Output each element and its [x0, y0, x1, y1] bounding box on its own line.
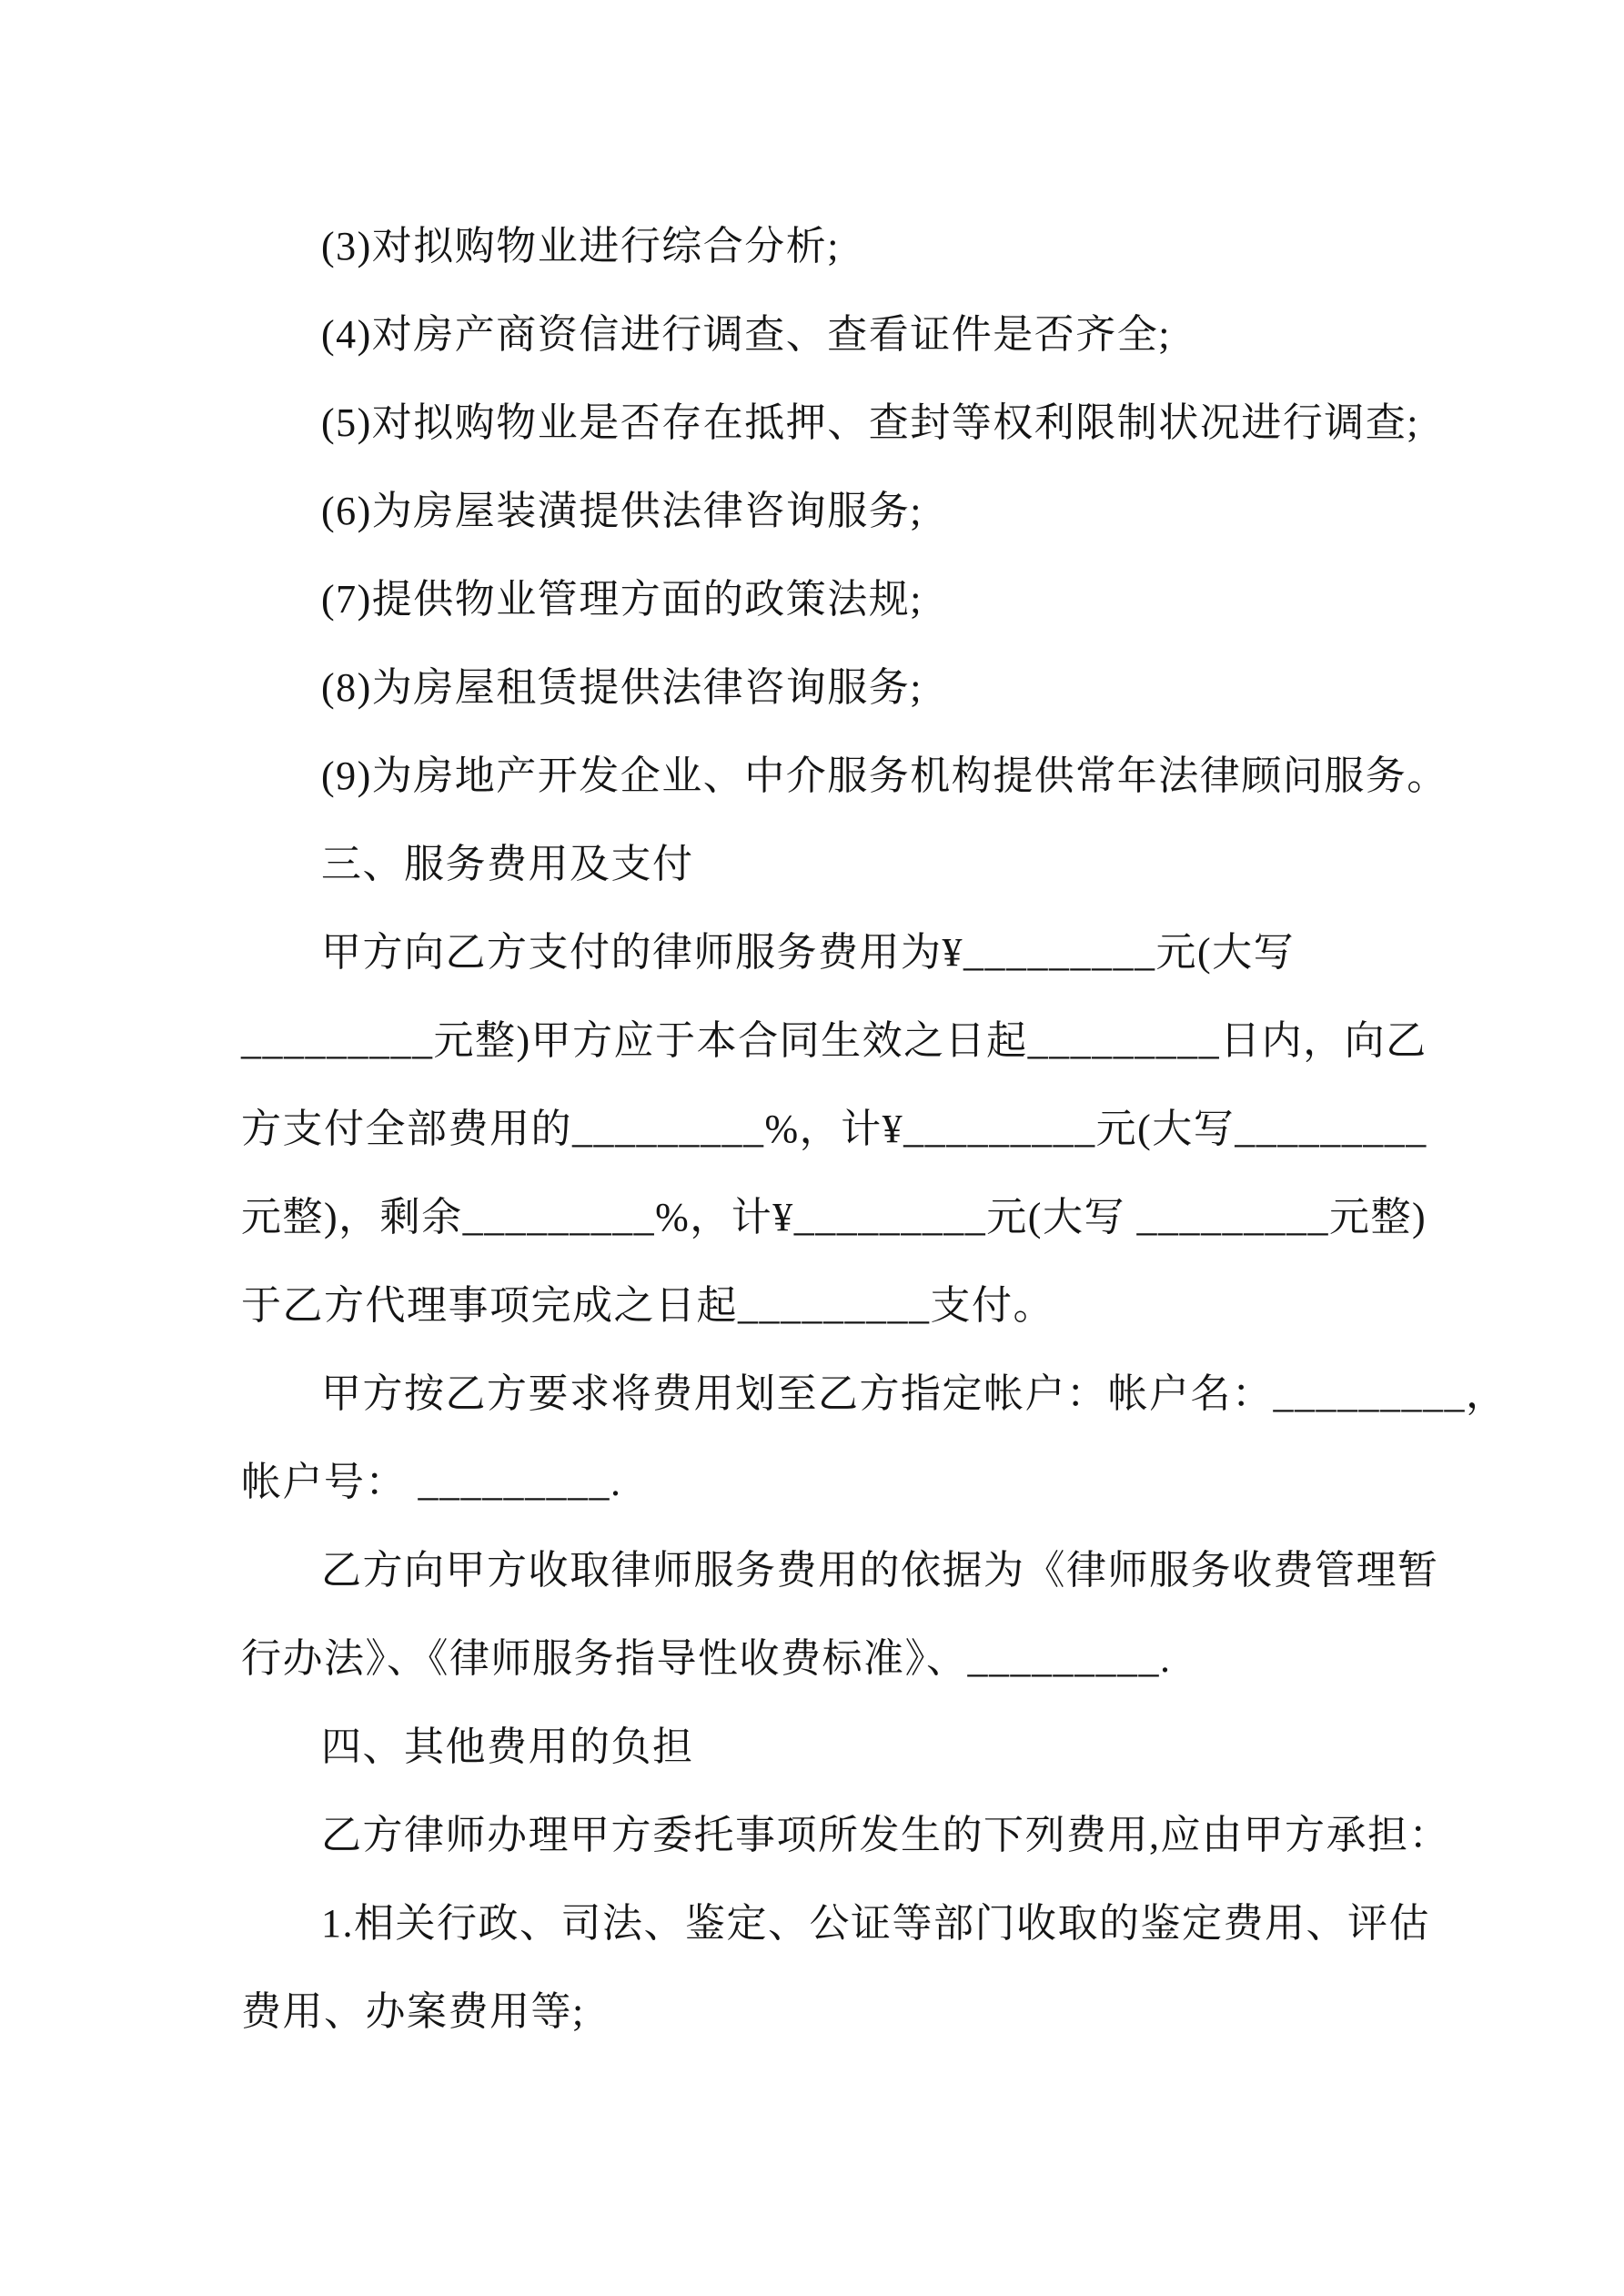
- document-line: 1.相关行政、司法、鉴定、公证等部门收取的鉴定费用、评估: [321, 1901, 1430, 1946]
- document-line: (6)为房屋装潢提供法律咨询服务;: [321, 489, 923, 533]
- document-line: 甲方向乙方支付的律师服务费用为¥_________元(大写: [321, 930, 1296, 975]
- document-line: 元整)，剩余_________%，计¥_________元(大写 _________元整): [241, 1195, 1427, 1239]
- document-line: (8)为房屋租赁提供法律咨询服务;: [321, 665, 923, 710]
- document-line: 行办法》、《律师服务指导性收费标准》、_________.: [241, 1636, 1172, 1681]
- document-line: 方支付全部费用的_________%，计¥_________元(大写_________: [241, 1107, 1427, 1151]
- document-line: 甲方按乙方要求将费用划至乙方指定帐户：帐户名：_________，: [321, 1371, 1508, 1416]
- document-line: 乙方向甲方收取律师服务费用的依据为《律师服务收费管理暂: [321, 1548, 1439, 1593]
- document-line: _________元整)甲方应于本合同生效之日起_________日内，向乙: [241, 1018, 1427, 1063]
- document-line: (3)对拟购物业进行综合分析;: [321, 224, 841, 268]
- document-line: (9)为房地产开发企业、中介服务机构提供常年法律顾问服务。: [321, 754, 1448, 798]
- document-line: 乙方律师办理甲方委托事项所发生的下列费用,应由甲方承担：: [321, 1813, 1450, 1857]
- document-line: (5)对拟购物业是否存在抵押、查封等权利限制状况进行调查;: [321, 400, 1420, 445]
- document-line: (7)提供物业管理方面的政策法规;: [321, 577, 923, 622]
- document-line: 于乙方代理事项完成之日起_________支付。: [241, 1283, 1054, 1328]
- document-line: 费用、办案费用等;: [241, 1989, 585, 2034]
- document-line: 帐户号： _________.: [241, 1460, 622, 1504]
- section-heading: 三、服务费用及支付: [321, 842, 694, 886]
- section-heading: 四、其他费用的负担: [321, 1725, 694, 1769]
- document-line: (4)对房产商资信进行调查、查看证件是否齐全;: [321, 312, 1172, 357]
